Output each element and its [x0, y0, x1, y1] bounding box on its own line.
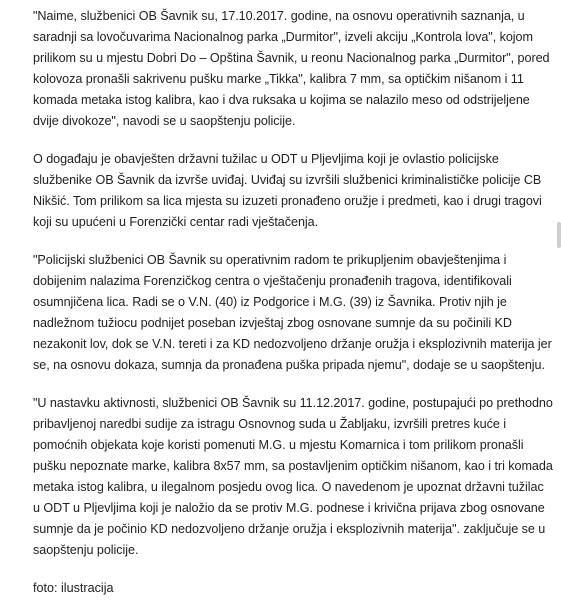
scrollbar-thumb[interactable] [557, 222, 561, 248]
article-body [33, 6, 553, 599]
article-paragraph-1: "Naime, službenici OB Šavnik su, 17.10.2017. godine, na osnovu operativnih saznanja, u saradnji sa lovočuvarima Nacionalnog parka „Durmitor", izveli akciju „Kontrola lova", kojom prilikom su u mjestu Dobri Do – Opština Šavnik, u reonu Nacionalnog parka „Durmitor", pored kolovoza pronašli sakrivenu pušku marke „Tikka", kalibra 7 mm, sa optičkim nišanom i 11 komada metaka istog kalibra, kao i dva ruksaka u kojima se nalazilo meso od odstrijeljene dvije divokoze", navodi se u saopštenju policije. [33, 9, 550, 128]
article-paragraph-4: "U nastavku aktivnosti, službenici OB Šavnik su 11.12.2017. godine, postupajući po prethodno pribavljenoj naredbi sudije za istragu Osnovnog suda u Žabljaku, izvršili pretres kuće i pomoćnih objekata koje koristi pomenuti M.G. u mjestu Komarnica i tom prilikom pronašli pušku nepoznate marke, kalibra 8x57 mm, sa postavljenim optičkim nišanom, kao i tri komada metaka istog kalibra, u ilegalnom posjedu ovog lica. O navedenom je upoznat državni tužilac u ODT u Pljevljima koji je naložio da se protiv M.G. podnese i krivična prijava zbog osnovane sumnje da je počinio KD nedozvoljeno držanje oružja i eksplozivnih materija". zaključuje se u saopštenju policije. [33, 396, 553, 557]
article-paragraph-2: O događaju je obavješten državni tužilac u ODT u Pljevljima koji je ovlastio policijske službenike OB Šavnik da izvrše uviđaj. Uviđaj su izvršili službenici kriminalističke policije CB Nikšić. Tom prilikom sa lica mjesta su izuzeti pronađeno oružje i predmeti, kao i drugi tragovi koji su upućeni u Forenzički centar radi vještačenja. [33, 152, 542, 229]
photo-caption: foto: ilustracija [33, 581, 114, 595]
article-paragraph-3: "Policijski službenici OB Šavnik su operativnim radom te prikupljenim obavještenjima i dobijenim nalazima Forenzičkog centra o vještačenju pronađenih tragova, identifikovali osumnjičena lica. Radi se o V.N. (40) iz Podgorice i M.G. (39) iz Šavnika. Protiv njih je nadležnom tužiocu podnijet poseban izvještaj zbog osnovane sumnje da su počinili KD nezakonit lov, dok se V.N. tereti i za KD nedozvoljeno držanje oružja i eksplozivnih materija jer se, na osnovu dokaza, sumnja da pronađena puška pripada njemu", dodaje se u saopštenju. [33, 253, 552, 372]
